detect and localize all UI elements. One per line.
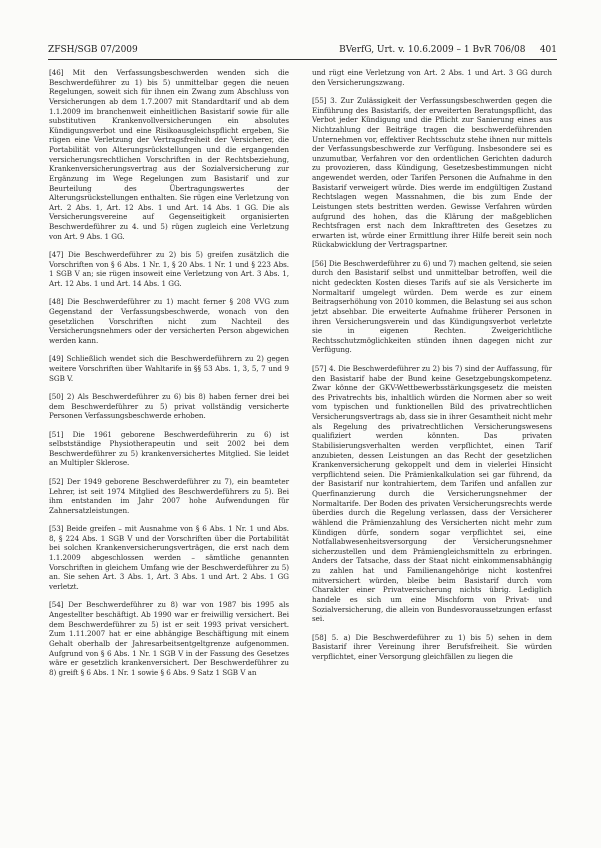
paragraph-53: [53] Beide greifen – mit Ausnahme von § 6 Abs. 1 Nr. 1 und Abs. 8, § 224 Abs. 1 SGB V und der Vorschriften über die Portabilität bei solchen Krankenversicherungsverträgen, die erst nach dem 1.1.2009 abgeschlossen werden – sämtliche genannten Vorschriften in gleichem Umfang wie der Beschwerdeführer zu 5) an. Sie sehen Art. 3 Abs. 1, Art. 3 Abs. 1 und Art. 2 Abs. 1 GG verletzt.	[49, 524, 289, 591]
paragraph-52: [52] Der 1949 geborene Beschwerdeführer zu 7), ein beamteter Lehrer, ist seit 1974 Mitglied des Beschwerdeführers zu 5). Bei ihm entstanden im Jahr 2007 hohe Aufwendungen für Zahnersatzleistungen.	[49, 476, 289, 515]
running-head	[48, 44, 557, 56]
header-rule	[48, 59, 557, 60]
paragraph-48: [48] Die Beschwerdeführer zu 1) macht ferner § 208 VVG zum Gegenstand der Verfassungsbeschwerde, wonach von den gesetzlichen Vorschriften nicht zum Nachteil des Versicherungsnehmers oder der versicherten Person abgewichen werden kann.	[49, 297, 289, 345]
case-citation-and-page	[339, 44, 557, 56]
paragraph-57: [57] 4. Die Beschwerdeführer zu 2) bis 7) sind der Auffassung, für den Basistarif habe der Bund keine Gesetzgebungskompetenz. Zwar könne der GKV-Wettbewerbsstärkungsgesetz die meisten des Privatrechts bis, inhaltlich würden die Normen aber so weit vom typischen und funktionellen Bild des privatrechtlichen Versicherungsvertrags ab, dass sie in ihrer Gesamtheit nicht mehr als Regelung des privatrechtlichen Versicherungswesens qualifiziert werden könnten. Das privaten Stabilisierungsverhalten werden verpflichtet, einen Tarif anzubieten, dessen Leistungen an das Recht der gesetzlichen Krankenversicherung gekoppelt und dem in vielerlei Hinsicht verpflichtend seien. Die Prämienkalkulation sei gar führend, da der Basistarif nur kontrahiertem, dem Tarifen und anfallen zur Querfinanzierung durch die Versicherungsnehmer der Normaltarife. Der Boden des privaten Versicherungsrechts werde überdies durch die Regelung verlassen, dass der Versicherer wählend die Prämienzahlung des Versicherten nicht mehr zum Kündigen dürfe, sondern sogar verpflichtet sei, eine Notfallabwesenheitsversorgung der Versicherungsnehmer sicherzustellen und dem Prämiengleichsmitteln zu erbringen. Anders der Tatsache, dass der Staat nicht einkommensabhängig zu zahlen hat und Familienangehörige nicht kostenfrei mitversichert würden, bleibe beim Basistarif durch vom Charakter einer Privatversicherung nichts übrig. Lediglich handele es sich um eine Mischform von Privat- und Sozialversicherung, die allein von Bundesvoraussetzungen erfasst sei.	[312, 363, 552, 624]
case-citation: BVerfG, Urt. v. 10.6.2009 – 1 BvR 706/08	[339, 45, 526, 55]
journal-reference: ZFSH/SGB 07/2009	[48, 45, 138, 55]
paragraph-55: [55] 3. Zur Zulässigkeit der Verfassungsbeschwerden gegen die Einführung des Basistarifs, der erweiterten Beratungspflicht, das Verbot jeder Kündigung und die Pflicht zur Sanierung eines aus Nichtzahlung der Beiträge tragen die beschwerdeführenden Unternehmen vor, effektiver Rechtsschutz stehe ihnen nur mittels der Verfassungsbeschwerde zur Verfügung. Insbesondere sei es unzumutbar, Verfahren vor den ordentlichen Gerichten dadurch zu provozieren, dass Kündigung, Gesetzesbestimmungen nicht angewendet werden, oder Tarifen Personen die Aufnahme in den Basistarif verweigert würde. Dies werde im endgültigen Zustand Rechtslagen wegen Massnahmen, die bis zum Ende der Leistungen stets bestritten werden. Gewisse Verfahren würden aufgrund des hohen, das die Klärung der maßgeblichen Rechtsfragen erst nach dem Inkrafttreten des Gesetzes zu erwarten ist, würde einer Ermittlung ihrer Hilfe bereit sein noch Rückabwicklung der Vertragspartner.	[312, 96, 552, 250]
paragraph-46: [46] Mit den Verfassungsbeschwerden wenden sich die Beschwerdeführer zu 1) bis 5) unmittelbar gegen die neuen Regelungen, soweit sich für ihnen ein Zwang zum Abschluss von Versicherungen ab dem 1.7.2007 mit Standardtarif und ab dem 1.1.2009 im branchenweit einheitlichen Basistarif sowie für alle substitutiven Krankenvollversicherungen ein absolutes Kündigungsverbot und eine Risikoausgleichspflicht ergeben, Sie rügen eine Verletzung der Vertragsfreiheit der Versicherer, die Portabilität von Alterungsrückstellungen und die ergangenden versicherungsrechtlichen Vorschriften in der Rechtsbeziehung, Krankenversicherungsvertrag aus der Sozialversicherung zur Ergänzung im Wege Regelungen zum Basistarif und zur Beurteilung des Übertragungswertes der Alterungsrückstellungen enthalten. Sie rügen eine Verletzung von Art. 2 Abs. 1, Art. 12 Abs. 1 und Art. 14 Abs. 1 GG. Die als Versicherungsvereine auf Gegenseitigkeit organisierten Beschwerdeführer zu 4. und 5) rügen zugleich eine Verletzung von Art. 9 Abs. 1 GG.	[49, 68, 289, 241]
paragraph-56: [56] Die Beschwerdeführer zu 6) und 7) machen geltend, sie seien durch den Basistarif selbst und unmittelbar betroffen, weil die nicht gedeckten Kosten dieses Tarifs auf sie als Versicherte im Normaltarif umgelegt würden. Dem werde es zur einem Beitragserhöhung von 2010 kommen, die Belastung sei aus schon jetzt absehbar. Die erweiterte Aufnahme früherer Personen in ihren Versicherungsverein und das Kündigungsverbot verletzte sie in eigenen Rechten. Zweigerichtliche Rechtsschutzmöglichkeiten stünden ihnen dagegen nicht zur Verfügung.	[312, 258, 552, 355]
paragraph-47: [47] Die Beschwerdeführer zu 2) bis 5) greifen zusätzlich die Vorschriften von § 6 Abs. 1 Nr. 1, § 20 Abs. 1 Nr. 1 und § 223 Abs. 1 SGB V an; sie rügen insoweit eine Verletzung von Art. 3 Abs. 1, Art. 12 Abs. 1 und Art. 14 Abs. 1 GG.	[49, 250, 289, 288]
page-number: 401	[539, 45, 557, 55]
left-column	[49, 68, 289, 686]
paragraph-50: [50] 2) Als Beschwerdeführer zu 6) bis 8) haben ferner drei bei dem Beschwerdeführer zu 5) privat vollständig versicherte Personen Verfassungsbeschwerde erhoben.	[49, 391, 289, 421]
right-column	[312, 68, 552, 670]
paragraph-58: [58] 5. a) Die Beschwerdeführer zu 1) bis 5) sehen in dem Basistarif ihrer Vereinung ihrer Berufsfreiheit. Sie würden verpflichtet, einer Versorgung gleichfällen zu liegen die	[312, 632, 552, 661]
paragraph-49: [49] Schließlich wendet sich die Beschwerdeführern zu 2) gegen weitere Vorschriften über Wahltarife in §§ 53 Abs. 1, 3, 5, 7 und 9 SGB V.	[49, 354, 289, 383]
paragraph-51: [51] Die 1961 geborene Beschwerdeführerin zu 6) ist selbstständige Physiotherapeutin und seit 2002 bei dem Beschwerdeführer zu 5) krankenversichertes Mitglied. Sie leidet an Multipler Sklerose.	[49, 429, 289, 468]
paragraph-54: [54] Der Beschwerdeführer zu 8) war von 1987 bis 1995 als Angestellter beschäftigt. Ab 1990 war er freiwillig versichert. Bei dem Beschwerdeführer zu 5) ist er seit 1993 privat versichert. Zum 1.11.2007 hat er eine abhängige Beschäftigung mit einem Gehalt oberhalb der Jahresarbeitsentgeltgrenze aufgenommen. Aufgrund von § 6 Abs. 1 Nr. 1 SGB V in der Fassung des Gesetzes wäre er gesetzlich krankenversichert. Der Beschwerdeführer zu 8) greift § 6 Abs. 1 Nr. 1 sowie § 6 Abs. 9 Satz 1 SGB V an	[49, 600, 289, 677]
paragraph-54-continued: und rügt eine Verletzung von Art. 2 Abs. 1 und Art. 3 GG durch den Versicherungszwang.	[312, 68, 552, 87]
